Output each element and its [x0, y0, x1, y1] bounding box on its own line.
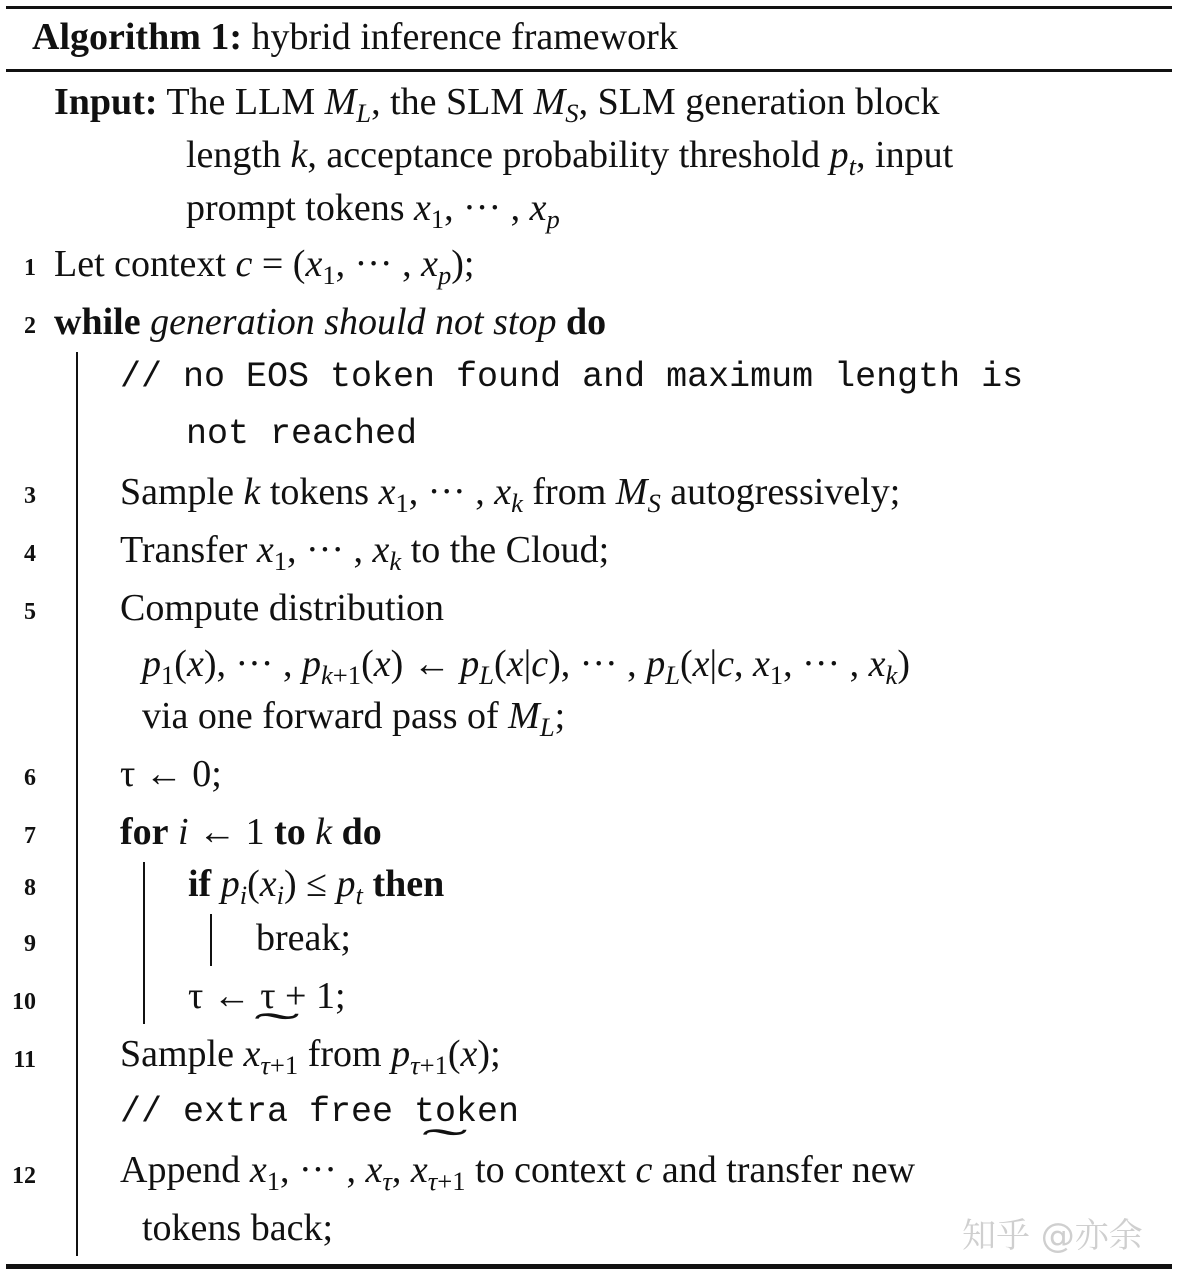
line-5-cont: via one forward pass of $M_L$; — [142, 695, 566, 742]
line-number: 12 — [12, 1163, 36, 1189]
line-number: 9 — [24, 931, 36, 957]
line-12: Append $x_1$, ··· , $x_\tau$, ˜ $x_{\tau+1}$ to context c and transfer new — [120, 1148, 915, 1192]
line-number: 5 — [24, 599, 36, 625]
bottom-rule — [6, 1264, 1172, 1269]
line-9: break; — [256, 917, 351, 959]
comment-line-cont: not reached — [186, 414, 418, 454]
top-rule — [6, 6, 1172, 9]
input-line-3: prompt tokens $x_1$, ··· , $x_p$ — [186, 187, 560, 234]
line-10: τ ← τ + 1; — [188, 975, 346, 1017]
input-line-1: Input: The LLM $M_L$, the SLM $M_S$, SLM generation block — [54, 81, 940, 128]
line-1: Let context $c = (x_1$, ··· , $x_p$); — [54, 243, 475, 290]
line-5-formula: $p_1(x)$, ··· , $p_{k+1}(x)$ ← $p_L(x|c)$, ··· , $p_L(x|c$, $x_1$, ··· , $x_k$) — [142, 643, 910, 690]
algorithm-name: hybrid inference framework — [251, 16, 678, 58]
line-number: 1 — [24, 255, 36, 281]
keyword-for: for — [120, 811, 169, 853]
keyword-do: do — [341, 811, 382, 853]
keyword-then: then — [372, 863, 445, 905]
line-number: 6 — [24, 765, 36, 791]
line-number: 2 — [24, 313, 36, 339]
line-number: 8 — [24, 875, 36, 901]
comment-line: // extra free token — [120, 1092, 520, 1132]
line-8: if $p_i(x_i) \le p_t$ then — [188, 863, 445, 910]
line-5: Compute distribution — [120, 587, 445, 629]
keyword-while: while — [54, 301, 141, 343]
while-block-bar — [76, 352, 78, 1256]
line-number: 11 — [13, 1047, 36, 1073]
comment-line: // no EOS token found and maximum length is — [120, 357, 1024, 397]
input-label: Input: — [54, 81, 158, 123]
line-12-cont: tokens back; — [142, 1207, 334, 1249]
line-11: Sample ˜ $x_{\tau+1}$ from $p_{\tau+1}(x)$; — [120, 1032, 501, 1076]
for-block-bar — [143, 862, 145, 1024]
algorithm-label: Algorithm 1: — [32, 16, 243, 58]
while-condition: generation should not stop — [150, 301, 557, 343]
input-line-2: length k, acceptance probability threshold $p_t$, input — [186, 134, 954, 181]
line-3: Sample k tokens $x_1$, ··· , $x_k$ from $M_S$ autogressively; — [120, 471, 901, 518]
line-4: Transfer $x_1$, ··· , $x_k$ to the Cloud; — [120, 529, 610, 576]
line-6: τ ← 0; — [120, 753, 222, 795]
header-rule — [6, 69, 1172, 72]
keyword-do: do — [565, 301, 607, 343]
line-number: 7 — [24, 823, 36, 849]
algorithm-title — [32, 14, 678, 60]
line-2 — [54, 300, 606, 344]
line-7: for i ← 1 to k do — [120, 811, 382, 853]
keyword-to: to — [274, 811, 306, 853]
line-number: 4 — [24, 541, 36, 567]
keyword-if: if — [188, 863, 212, 905]
loop-bound: k — [315, 811, 333, 853]
line-number: 3 — [24, 483, 36, 509]
if-block-bar — [210, 914, 212, 966]
watermark: 知乎 @亦余 — [962, 1216, 1143, 1256]
line-number: 10 — [12, 989, 36, 1015]
